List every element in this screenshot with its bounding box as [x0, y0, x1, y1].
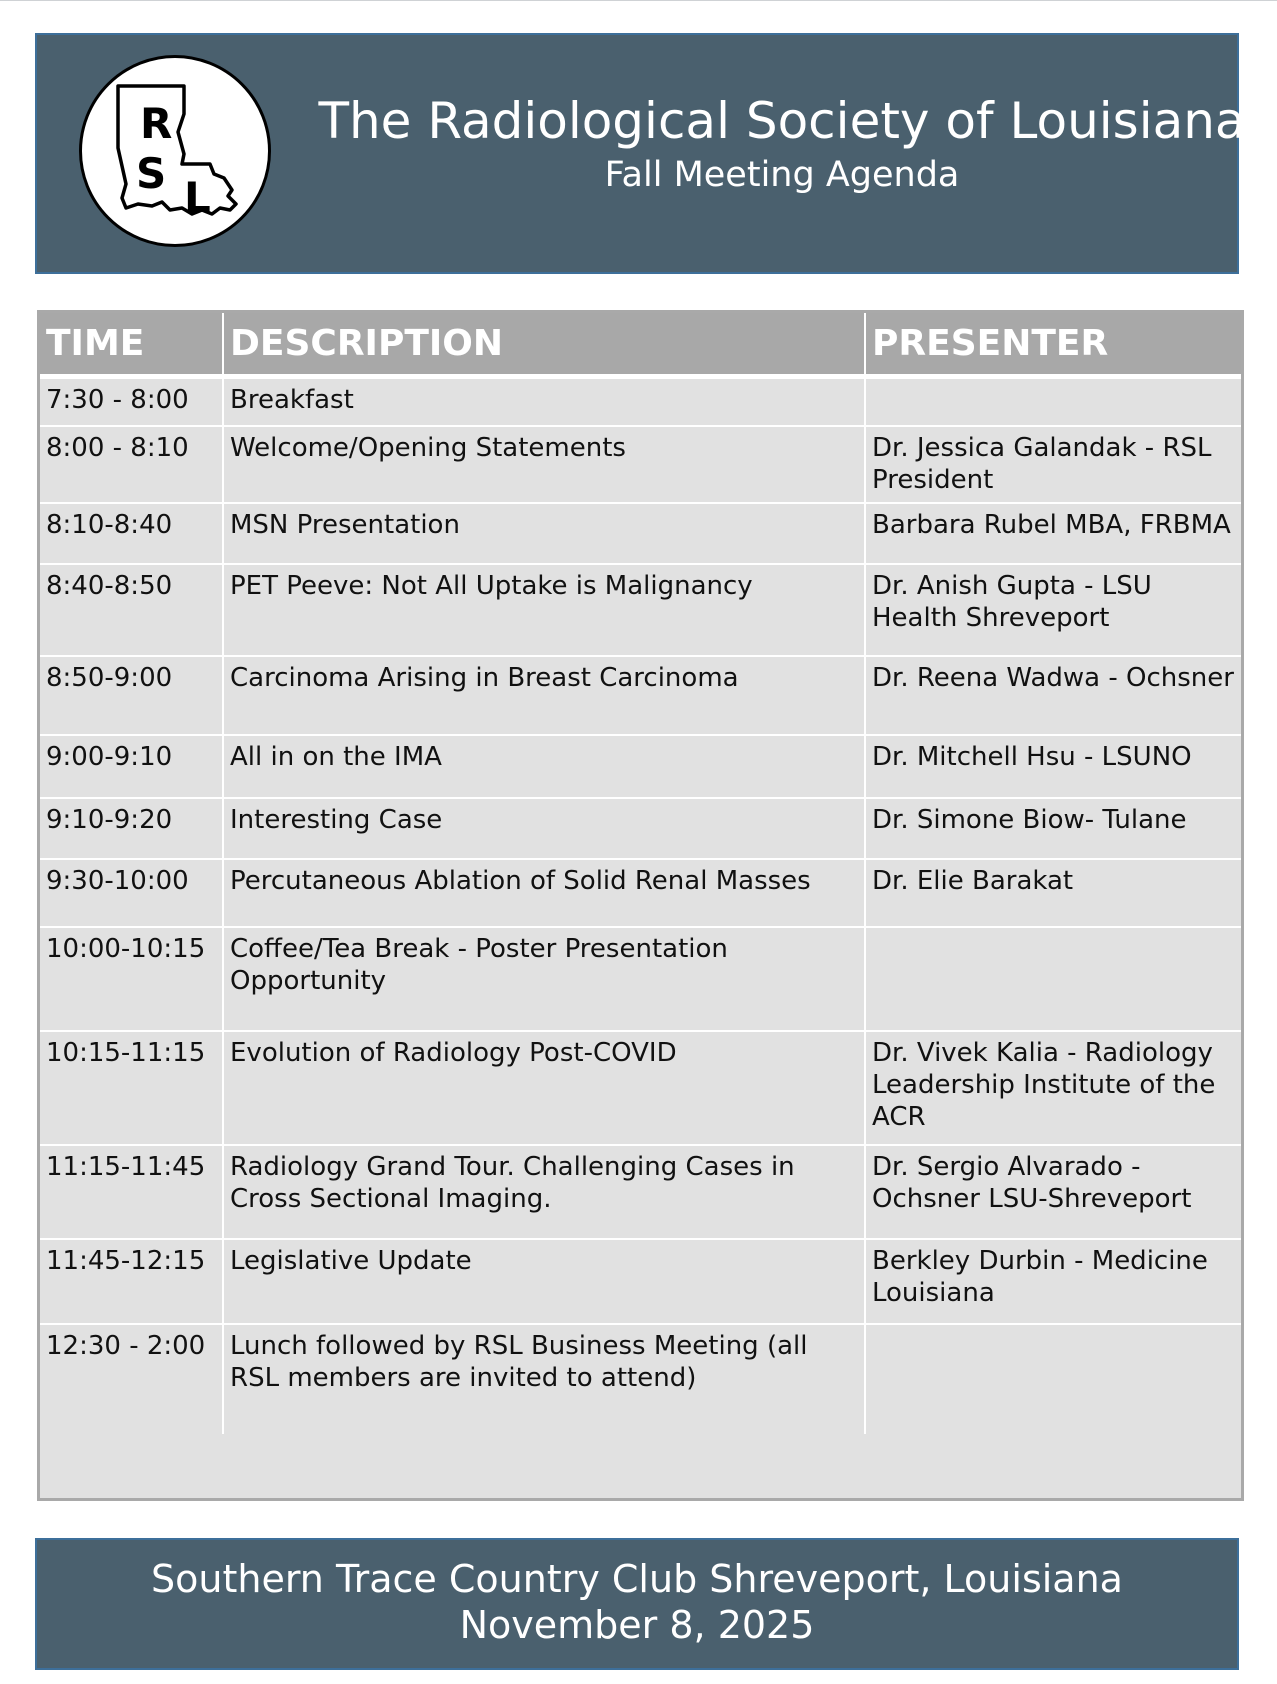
- table-header-row: [40, 313, 1241, 377]
- description-cell: Breakfast: [223, 377, 865, 426]
- table-row: [40, 1145, 1241, 1239]
- event-date: November 8, 2025: [459, 1603, 815, 1647]
- time-cell: 9:10-9:20: [40, 798, 223, 859]
- time-cell: 8:50-9:00: [40, 656, 223, 735]
- description-cell: Radiology Grand Tour. Challenging Cases in Cross Sectional Imaging.: [223, 1145, 865, 1239]
- agenda-table-frame: [37, 310, 1244, 1501]
- time-cell: 11:15-11:45: [40, 1145, 223, 1239]
- presenter-cell: Dr. Mitchell Hsu - LSUNO: [865, 735, 1241, 798]
- logo-letter-r: R: [140, 99, 173, 148]
- time-cell: 9:00-9:10: [40, 735, 223, 798]
- description-cell: Legislative Update: [223, 1239, 865, 1324]
- presenter-cell: Dr. Simone Biow- Tulane: [865, 798, 1241, 859]
- louisiana-outline-icon: [82, 58, 268, 244]
- time-cell: 12:30 - 2:00: [40, 1324, 223, 1434]
- time-cell: 11:45-12:15: [40, 1239, 223, 1324]
- table-row: [40, 503, 1241, 564]
- column-header-description: DESCRIPTION: [223, 313, 865, 377]
- header-banner: [35, 33, 1246, 274]
- description-cell: All in on the IMA: [223, 735, 865, 798]
- description-cell: Lunch followed by RSL Business Meeting (all RSL members are invited to attend): [223, 1324, 865, 1434]
- logo-letter-s: S: [136, 149, 167, 198]
- presenter-cell: Dr. Jessica Galandak - RSL President: [865, 426, 1241, 503]
- table-row: [40, 1324, 1241, 1434]
- table-row: [40, 1239, 1241, 1324]
- table-row: [40, 1031, 1241, 1145]
- time-cell: 8:10-8:40: [40, 503, 223, 564]
- presenter-cell: [865, 1324, 1241, 1434]
- time-cell: 10:00-10:15: [40, 927, 223, 1031]
- presenter-cell: Berkley Durbin - Medicine Louisiana: [865, 1239, 1241, 1324]
- description-cell: Carcinoma Arising in Breast Carcinoma: [223, 656, 865, 735]
- presenter-cell: Dr. Elie Barakat: [865, 859, 1241, 927]
- table-row: [40, 656, 1241, 735]
- description-cell: Welcome/Opening Statements: [223, 426, 865, 503]
- description-cell: Interesting Case: [223, 798, 865, 859]
- time-cell: 10:15-11:15: [40, 1031, 223, 1145]
- description-cell: Coffee/Tea Break - Poster Presentation Opportunity: [223, 927, 865, 1031]
- venue-location: Southern Trace Country Club Shreveport, Louisiana: [151, 1557, 1123, 1601]
- table-row: [40, 798, 1241, 859]
- time-cell: 7:30 - 8:00: [40, 377, 223, 426]
- description-cell: PET Peeve: Not All Uptake is Malignancy: [223, 564, 865, 656]
- column-header-time: TIME: [40, 313, 223, 377]
- table-row: [40, 735, 1241, 798]
- rsl-logo: [79, 55, 271, 247]
- table-row: [40, 859, 1241, 927]
- page-title: The Radiological Society of Louisiana: [318, 92, 1246, 150]
- table-row: [40, 426, 1241, 503]
- table-row: [40, 377, 1241, 426]
- top-rule: [0, 0, 1277, 1]
- presenter-cell: Dr. Anish Gupta - LSU Health Shreveport: [865, 564, 1241, 656]
- presenter-cell: Barbara Rubel MBA, FRBMA: [865, 503, 1241, 564]
- description-cell: MSN Presentation: [223, 503, 865, 564]
- table-row: [40, 564, 1241, 656]
- agenda-table: [40, 313, 1241, 1434]
- presenter-cell: Dr. Sergio Alvarado - Ochsner LSU-Shreveport: [865, 1145, 1241, 1239]
- page-subtitle: Fall Meeting Agenda: [604, 155, 960, 195]
- presenter-cell: [865, 927, 1241, 1031]
- presenter-cell: [865, 377, 1241, 426]
- logo-letter-l: L: [184, 173, 211, 222]
- table-row: [40, 927, 1241, 1031]
- footer-banner: [35, 1538, 1239, 1670]
- description-cell: Percutaneous Ablation of Solid Renal Masses: [223, 859, 865, 927]
- time-cell: 8:00 - 8:10: [40, 426, 223, 503]
- column-header-presenter: PRESENTER: [865, 313, 1241, 377]
- presenter-cell: Dr. Reena Wadwa - Ochsner: [865, 656, 1241, 735]
- description-cell: Evolution of Radiology Post-COVID: [223, 1031, 865, 1145]
- time-cell: 9:30-10:00: [40, 859, 223, 927]
- presenter-cell: Dr. Vivek Kalia - Radiology Leadership Institute of the ACR: [865, 1031, 1241, 1145]
- time-cell: 8:40-8:50: [40, 564, 223, 656]
